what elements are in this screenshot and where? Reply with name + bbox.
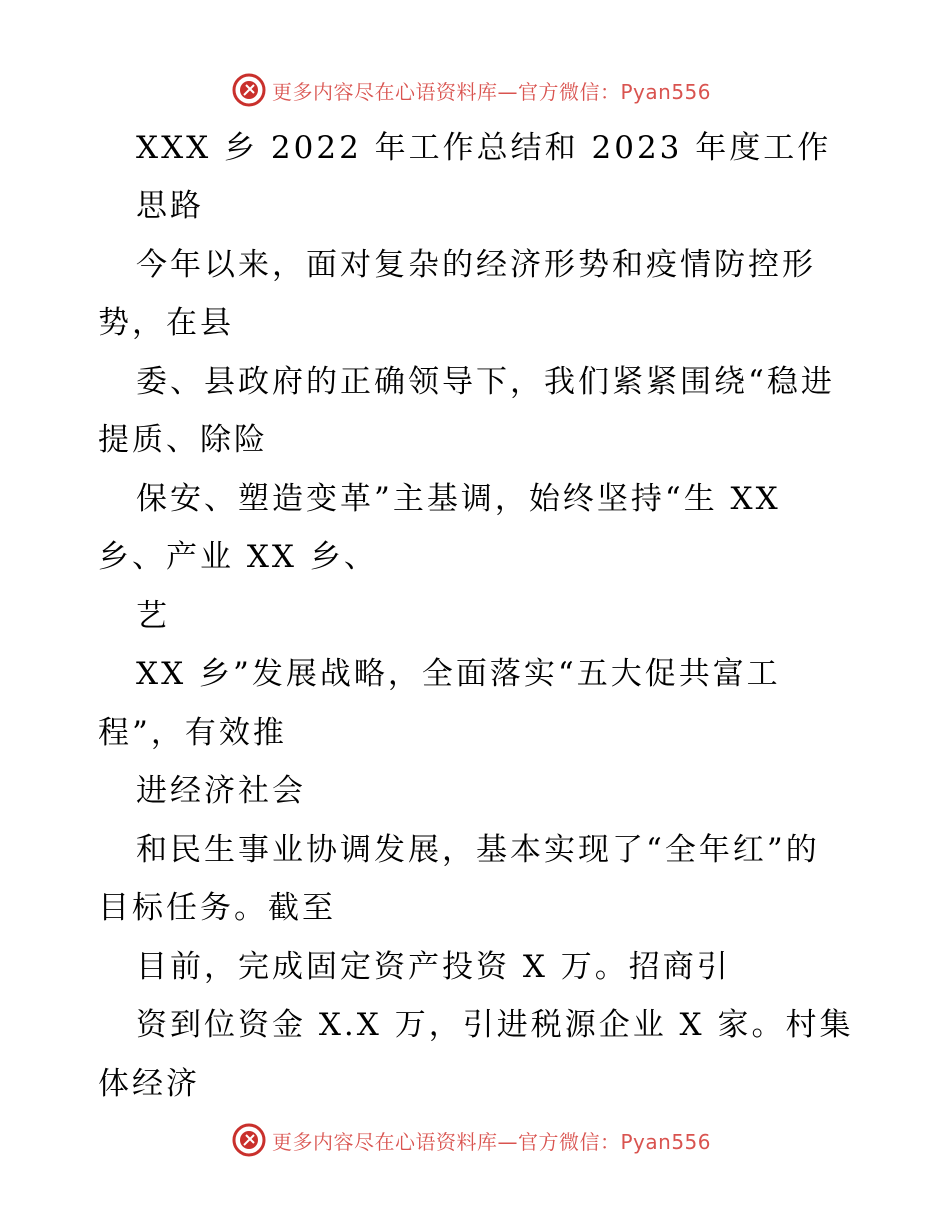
logo-seal-icon bbox=[232, 73, 266, 107]
footer-watermark bbox=[232, 1122, 711, 1158]
paragraph-line: 目标任务。截至 bbox=[98, 890, 336, 926]
paragraph-line: 程”，有效推 bbox=[98, 715, 287, 751]
paragraph-line: 提质、除险 bbox=[98, 422, 268, 458]
paragraph-line: 今年以来，面对复杂的经济形势和疫情防控形 bbox=[136, 247, 816, 283]
document-title-line-1: XXX 乡 2022 年工作总结和 2023 年度工作 bbox=[136, 130, 832, 166]
paragraph-line: 艺 bbox=[136, 598, 170, 634]
paragraph-line: 委、县政府的正确领导下，我们紧紧围绕“稳进 bbox=[136, 364, 835, 400]
paragraph-line: 目前，完成固定资产投资 X 万。招商引 bbox=[136, 949, 731, 985]
paragraph-line: 乡、产业 XX 乡、 bbox=[98, 539, 378, 575]
paragraph-line: 保安、塑造变革”主基调，始终坚持“生 XX bbox=[136, 481, 781, 517]
paragraph-line: 进经济社会 bbox=[136, 773, 306, 809]
paragraph-line: 和民生事业协调发展，基本实现了“全年红”的 bbox=[136, 832, 820, 868]
watermark-text: 更多内容尽在心语资料库—官方微信：Pyan556 bbox=[272, 79, 712, 104]
header-watermark bbox=[232, 72, 711, 108]
paragraph-line: 体经济 bbox=[98, 1066, 200, 1102]
paragraph-line: 势，在县 bbox=[98, 305, 234, 341]
paragraph-line: XX 乡”发展战略，全面落实“五大促共富工 bbox=[136, 656, 781, 692]
logo-seal-icon bbox=[232, 1123, 266, 1157]
paragraph-line: 资到位资金 X.X 万，引进税源企业 X 家。村集 bbox=[136, 1007, 854, 1043]
document-title-line-2: 思路 bbox=[136, 188, 204, 224]
watermark-text: 更多内容尽在心语资料库—官方微信：Pyan556 bbox=[272, 1129, 712, 1154]
